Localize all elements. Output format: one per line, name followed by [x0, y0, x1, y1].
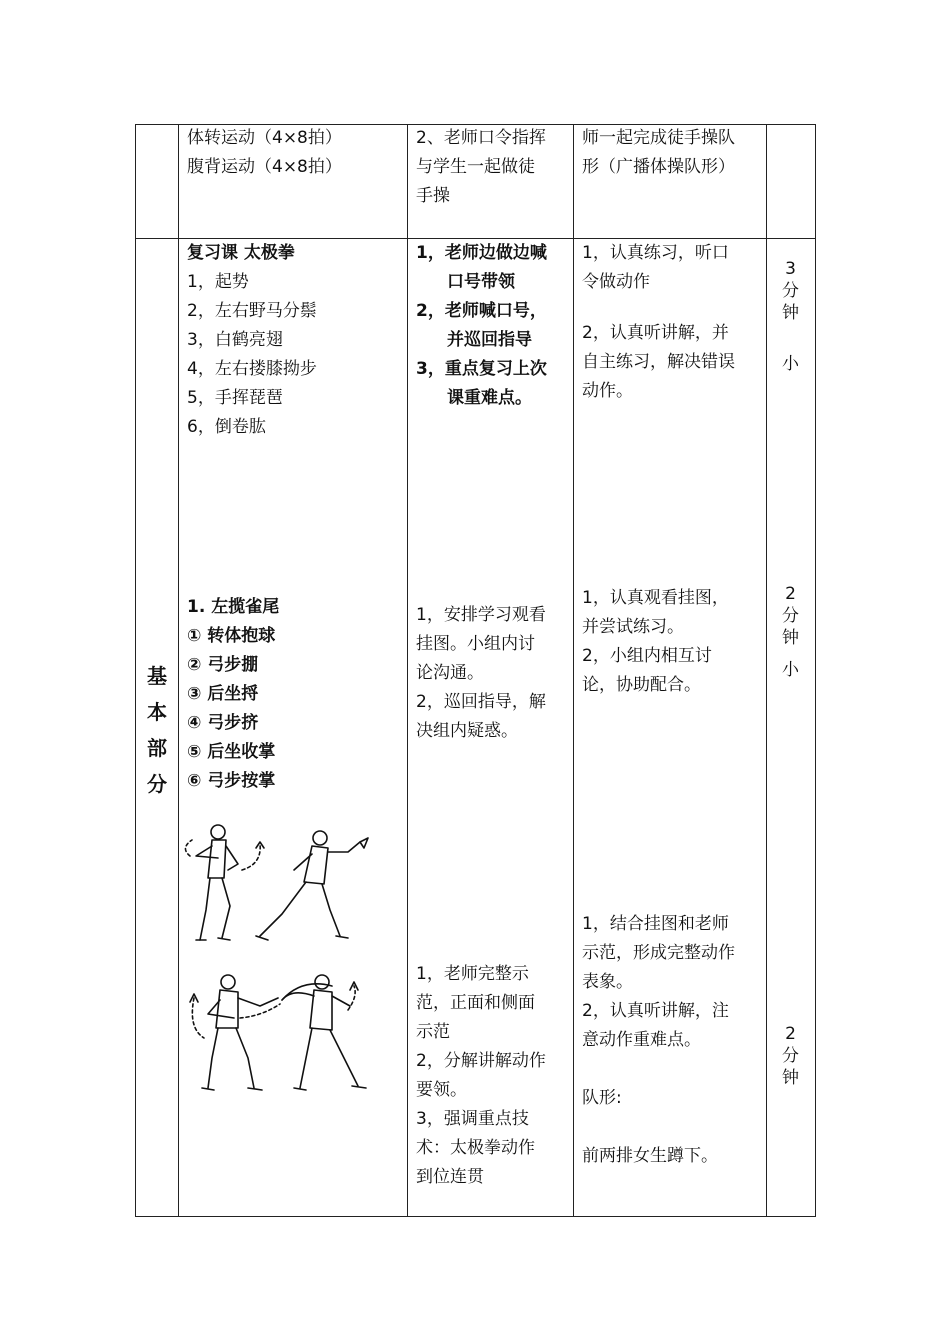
point-text: 并巡回指导	[447, 330, 532, 350]
point-number: 3，	[416, 359, 445, 379]
student-line: 师一起完成徒手操队	[582, 128, 735, 148]
new-lesson-time	[766, 583, 815, 649]
teacher-line: 1，安排学习观看	[416, 605, 546, 625]
student-line: 表象。	[582, 972, 633, 992]
step-item: ① 转体抱球	[187, 626, 276, 646]
teacher-line: 2，分解讲解动作	[416, 1051, 546, 1071]
review-intensity: 小	[782, 354, 799, 374]
teacher-line: 3，强调重点技	[416, 1109, 529, 1129]
time-char: 钟	[782, 1068, 799, 1088]
step-item: ③ 后坐捋	[187, 684, 259, 704]
time-char: 2	[785, 1024, 796, 1044]
point-number: 2，	[416, 301, 445, 321]
time-char: 分	[782, 1046, 799, 1066]
top-row-content	[187, 124, 342, 182]
section-label-char: 分	[147, 772, 167, 796]
section-label-char: 部	[147, 736, 167, 760]
student-line: 1，认真练习，听口	[582, 243, 729, 263]
teacher-line: 1，老师完整示	[416, 964, 529, 984]
demo-time	[766, 1023, 815, 1089]
review-item: 4，左右搂膝拗步	[187, 359, 317, 379]
student-line: 动作。	[582, 381, 633, 401]
teacher-point	[416, 239, 547, 268]
student-line: 自主练习，解决错误	[582, 352, 735, 372]
point-text: 老师边做边喊	[444, 243, 547, 263]
student-line: 并尝试练习。	[582, 617, 684, 637]
student-line: 1，结合挂图和老师	[582, 914, 729, 934]
teacher-line: 手操	[416, 186, 450, 206]
review-student	[582, 239, 735, 406]
review-item: 5，手挥琵琶	[187, 388, 283, 408]
teacher-line: 要领。	[416, 1080, 467, 1100]
demo-student	[582, 910, 735, 1171]
step-item: ⑥ 弓步按掌	[187, 771, 276, 791]
review-title: 复习课 太极拳	[187, 243, 295, 263]
section-label-char: 本	[147, 700, 167, 724]
section-label-char: 基	[147, 664, 167, 688]
student-line: 2，认真听讲解，注	[582, 1001, 729, 1021]
content-line: 体转运动（4×8拍）	[187, 128, 342, 148]
column-divider-2	[407, 124, 408, 1217]
step-item: ⑤ 后坐收掌	[187, 742, 276, 762]
review-item: 6，倒卷肱	[187, 417, 266, 437]
teacher-line: 决组内疑惑。	[416, 721, 518, 741]
formation-label: 队形:	[582, 1088, 622, 1108]
new-lesson-intensity: 小	[782, 660, 799, 680]
teacher-line: 2，巡回指导，解	[416, 692, 546, 712]
time-char: 分	[782, 606, 799, 626]
student-line: 1，认真观看挂图，	[582, 588, 729, 608]
teacher-line: 示范	[416, 1022, 450, 1042]
time-char: 分	[782, 281, 799, 301]
student-line: 形（广播体操队形）	[582, 157, 735, 177]
teacher-line: 范，正面和侧面	[416, 993, 535, 1013]
content-line: 腹背运动（4×8拍）	[187, 157, 342, 177]
demo-teacher	[416, 960, 546, 1192]
figure-ward-off-2	[256, 831, 368, 940]
teacher-line: 与学生一起做徒	[416, 157, 535, 177]
student-line: 令做动作	[582, 272, 650, 292]
review-item: 1，起势	[187, 272, 249, 292]
new-lesson-student	[582, 584, 729, 700]
figure-roll-back-1	[190, 975, 280, 1090]
table-border-bottom	[135, 1216, 816, 1217]
time-char: 2	[785, 584, 796, 604]
review-item: 2，左右野马分鬃	[187, 301, 317, 321]
new-lesson-title: 1. 左揽雀尾	[187, 597, 280, 617]
step-item: ② 弓步掤	[187, 655, 259, 675]
teacher-line: 术：太极拳动作	[416, 1138, 535, 1158]
new-lesson-teacher	[416, 601, 546, 746]
point-text: 课重难点。	[447, 388, 532, 408]
top-row-student	[582, 124, 735, 182]
review-item: 3，白鹤亮翅	[187, 330, 283, 350]
column-divider-1	[178, 124, 179, 1217]
point-number: 1，	[416, 243, 445, 263]
review-time	[766, 258, 815, 324]
section-label-basic-part	[136, 658, 178, 802]
top-row-teacher	[416, 124, 546, 211]
student-line: 2，小组内相互讨	[582, 646, 712, 666]
point-text: 老师喊口号，	[444, 301, 547, 321]
student-line: 示范，形成完整动作	[582, 943, 735, 963]
teacher-line: 2、老师口令指挥	[416, 128, 546, 148]
time-char: 钟	[782, 303, 799, 323]
teacher-line: 到位连贯	[416, 1167, 484, 1187]
figure-ward-off-1	[185, 825, 264, 940]
teacher-line: 论沟通。	[416, 663, 484, 683]
time-char: 3	[785, 259, 796, 279]
point-text: 口号带领	[447, 272, 515, 292]
point-text: 重点复习上次	[444, 359, 547, 379]
formation-note: 前两排女生蹲下。	[582, 1146, 718, 1166]
table-border-right	[815, 124, 816, 1217]
review-content	[187, 239, 317, 442]
student-line: 论，协助配合。	[582, 675, 701, 695]
time-char: 钟	[782, 628, 799, 648]
new-lesson-content	[187, 593, 279, 796]
teacher-point	[416, 355, 547, 384]
teacher-line: 挂图。小组内讨	[416, 634, 535, 654]
student-line: 2，认真听讲解，并	[582, 323, 729, 343]
figure-roll-back-2	[282, 975, 366, 1090]
teacher-point	[416, 297, 547, 326]
review-teacher	[416, 239, 547, 413]
step-item: ④ 弓步挤	[187, 713, 259, 733]
column-divider-3	[573, 124, 574, 1217]
taichi-figures-illustration	[182, 818, 404, 1100]
student-line: 意动作重难点。	[582, 1030, 701, 1050]
